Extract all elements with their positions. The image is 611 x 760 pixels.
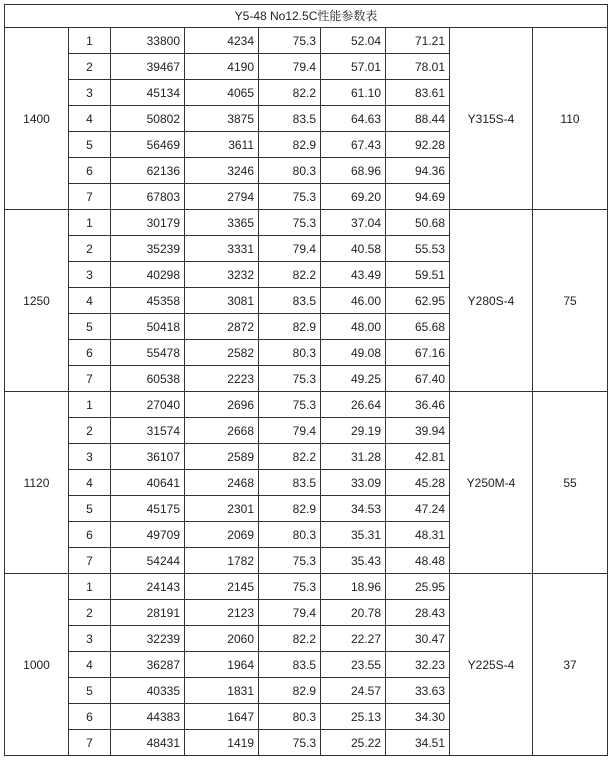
- speed-cell: 1000: [5, 574, 69, 756]
- point-number-cell: 7: [69, 730, 111, 756]
- flow-cell: 31574: [111, 418, 185, 444]
- flow-cell: 30179: [111, 210, 185, 236]
- table-row: [5, 392, 608, 418]
- required-power-cell: 94.36: [386, 158, 450, 184]
- shaft-power-cell: 25.13: [321, 704, 386, 730]
- motor-model-cell: Y225S-4: [450, 574, 533, 756]
- efficiency-cell: 82.2: [259, 80, 321, 106]
- efficiency-cell: 80.3: [259, 158, 321, 184]
- flow-cell: 35239: [111, 236, 185, 262]
- motor-model-cell: Y250M-4: [450, 392, 533, 574]
- efficiency-cell: 75.3: [259, 548, 321, 574]
- efficiency-cell: 80.3: [259, 522, 321, 548]
- flow-cell: 45358: [111, 288, 185, 314]
- efficiency-cell: 75.3: [259, 574, 321, 600]
- flow-cell: 60538: [111, 366, 185, 392]
- pressure-cell: 4065: [185, 80, 259, 106]
- required-power-cell: 28.43: [386, 600, 450, 626]
- pressure-cell: 3081: [185, 288, 259, 314]
- shaft-power-cell: 64.63: [321, 106, 386, 132]
- pressure-cell: 2668: [185, 418, 259, 444]
- point-number-cell: 4: [69, 470, 111, 496]
- shaft-power-cell: 69.20: [321, 184, 386, 210]
- pressure-cell: 2145: [185, 574, 259, 600]
- motor-power-cell: 110: [533, 28, 608, 210]
- efficiency-cell: 83.5: [259, 470, 321, 496]
- efficiency-cell: 82.2: [259, 626, 321, 652]
- point-number-cell: 5: [69, 314, 111, 340]
- pressure-cell: 2582: [185, 340, 259, 366]
- required-power-cell: 36.46: [386, 392, 450, 418]
- point-number-cell: 2: [69, 418, 111, 444]
- flow-cell: 40298: [111, 262, 185, 288]
- point-number-cell: 5: [69, 678, 111, 704]
- required-power-cell: 92.28: [386, 132, 450, 158]
- flow-cell: 54244: [111, 548, 185, 574]
- point-number-cell: 1: [69, 210, 111, 236]
- required-power-cell: 48.31: [386, 522, 450, 548]
- point-number-cell: 2: [69, 236, 111, 262]
- required-power-cell: 55.53: [386, 236, 450, 262]
- pressure-cell: 1782: [185, 548, 259, 574]
- point-number-cell: 6: [69, 522, 111, 548]
- shaft-power-cell: 35.31: [321, 522, 386, 548]
- flow-cell: 55478: [111, 340, 185, 366]
- table-title: Y5-48 No12.5C性能参数表: [5, 5, 608, 28]
- pressure-cell: 4190: [185, 54, 259, 80]
- required-power-cell: 59.51: [386, 262, 450, 288]
- pressure-cell: 3875: [185, 106, 259, 132]
- flow-cell: 27040: [111, 392, 185, 418]
- flow-cell: 32239: [111, 626, 185, 652]
- point-number-cell: 6: [69, 340, 111, 366]
- flow-cell: 56469: [111, 132, 185, 158]
- speed-cell: 1400: [5, 28, 69, 210]
- efficiency-cell: 82.9: [259, 314, 321, 340]
- efficiency-cell: 80.3: [259, 340, 321, 366]
- shaft-power-cell: 25.22: [321, 730, 386, 756]
- shaft-power-cell: 49.25: [321, 366, 386, 392]
- required-power-cell: 65.68: [386, 314, 450, 340]
- pressure-cell: 2060: [185, 626, 259, 652]
- efficiency-cell: 83.5: [259, 288, 321, 314]
- pressure-cell: 3365: [185, 210, 259, 236]
- point-number-cell: 6: [69, 704, 111, 730]
- pressure-cell: 2301: [185, 496, 259, 522]
- required-power-cell: 71.21: [386, 28, 450, 54]
- shaft-power-cell: 40.58: [321, 236, 386, 262]
- pressure-cell: 2589: [185, 444, 259, 470]
- required-power-cell: 48.48: [386, 548, 450, 574]
- flow-cell: 28191: [111, 600, 185, 626]
- point-number-cell: 4: [69, 106, 111, 132]
- motor-model-cell: Y280S-4: [450, 210, 533, 392]
- pressure-cell: 1647: [185, 704, 259, 730]
- required-power-cell: 33.63: [386, 678, 450, 704]
- efficiency-cell: 75.3: [259, 730, 321, 756]
- table-body: [5, 5, 608, 756]
- flow-cell: 67803: [111, 184, 185, 210]
- pressure-cell: 3232: [185, 262, 259, 288]
- required-power-cell: 42.81: [386, 444, 450, 470]
- point-number-cell: 3: [69, 80, 111, 106]
- point-number-cell: 1: [69, 392, 111, 418]
- point-number-cell: 3: [69, 626, 111, 652]
- flow-cell: 24143: [111, 574, 185, 600]
- pressure-cell: 2223: [185, 366, 259, 392]
- efficiency-cell: 83.5: [259, 106, 321, 132]
- performance-table: [4, 4, 608, 756]
- shaft-power-cell: 61.10: [321, 80, 386, 106]
- point-number-cell: 3: [69, 262, 111, 288]
- shaft-power-cell: 43.49: [321, 262, 386, 288]
- point-number-cell: 7: [69, 366, 111, 392]
- shaft-power-cell: 57.01: [321, 54, 386, 80]
- efficiency-cell: 79.4: [259, 600, 321, 626]
- flow-cell: 50802: [111, 106, 185, 132]
- flow-cell: 36107: [111, 444, 185, 470]
- flow-cell: 45134: [111, 80, 185, 106]
- speed-cell: 1120: [5, 392, 69, 574]
- shaft-power-cell: 29.19: [321, 418, 386, 444]
- required-power-cell: 34.51: [386, 730, 450, 756]
- shaft-power-cell: 26.64: [321, 392, 386, 418]
- efficiency-cell: 79.4: [259, 236, 321, 262]
- required-power-cell: 39.94: [386, 418, 450, 444]
- required-power-cell: 32.23: [386, 652, 450, 678]
- efficiency-cell: 82.9: [259, 132, 321, 158]
- table-row: [5, 210, 608, 236]
- table-row: [5, 574, 608, 600]
- pressure-cell: 3246: [185, 158, 259, 184]
- flow-cell: 33800: [111, 28, 185, 54]
- required-power-cell: 83.61: [386, 80, 450, 106]
- flow-cell: 39467: [111, 54, 185, 80]
- title-row: [5, 5, 608, 28]
- point-number-cell: 4: [69, 652, 111, 678]
- table-row: [5, 28, 608, 54]
- required-power-cell: 62.95: [386, 288, 450, 314]
- motor-power-cell: 37: [533, 574, 608, 756]
- pressure-cell: 3331: [185, 236, 259, 262]
- point-number-cell: 1: [69, 574, 111, 600]
- required-power-cell: 88.44: [386, 106, 450, 132]
- flow-cell: 40335: [111, 678, 185, 704]
- pressure-cell: 2872: [185, 314, 259, 340]
- speed-cell: 1250: [5, 210, 69, 392]
- efficiency-cell: 75.3: [259, 210, 321, 236]
- point-number-cell: 6: [69, 158, 111, 184]
- shaft-power-cell: 18.96: [321, 574, 386, 600]
- flow-cell: 48431: [111, 730, 185, 756]
- pressure-cell: 4234: [185, 28, 259, 54]
- motor-model-cell: Y315S-4: [450, 28, 533, 210]
- shaft-power-cell: 68.96: [321, 158, 386, 184]
- efficiency-cell: 75.3: [259, 184, 321, 210]
- shaft-power-cell: 37.04: [321, 210, 386, 236]
- shaft-power-cell: 46.00: [321, 288, 386, 314]
- required-power-cell: 45.28: [386, 470, 450, 496]
- required-power-cell: 50.68: [386, 210, 450, 236]
- flow-cell: 36287: [111, 652, 185, 678]
- required-power-cell: 34.30: [386, 704, 450, 730]
- flow-cell: 50418: [111, 314, 185, 340]
- flow-cell: 49709: [111, 522, 185, 548]
- pressure-cell: 1964: [185, 652, 259, 678]
- efficiency-cell: 82.9: [259, 496, 321, 522]
- motor-power-cell: 55: [533, 392, 608, 574]
- shaft-power-cell: 31.28: [321, 444, 386, 470]
- point-number-cell: 3: [69, 444, 111, 470]
- pressure-cell: 2123: [185, 600, 259, 626]
- shaft-power-cell: 24.57: [321, 678, 386, 704]
- shaft-power-cell: 48.00: [321, 314, 386, 340]
- required-power-cell: 25.95: [386, 574, 450, 600]
- point-number-cell: 5: [69, 132, 111, 158]
- point-number-cell: 7: [69, 548, 111, 574]
- shaft-power-cell: 34.53: [321, 496, 386, 522]
- efficiency-cell: 75.3: [259, 28, 321, 54]
- efficiency-cell: 80.3: [259, 704, 321, 730]
- efficiency-cell: 82.2: [259, 444, 321, 470]
- required-power-cell: 94.69: [386, 184, 450, 210]
- pressure-cell: 2069: [185, 522, 259, 548]
- pressure-cell: 2794: [185, 184, 259, 210]
- point-number-cell: 7: [69, 184, 111, 210]
- required-power-cell: 30.47: [386, 626, 450, 652]
- required-power-cell: 67.16: [386, 340, 450, 366]
- shaft-power-cell: 23.55: [321, 652, 386, 678]
- pressure-cell: 2468: [185, 470, 259, 496]
- shaft-power-cell: 33.09: [321, 470, 386, 496]
- point-number-cell: 1: [69, 28, 111, 54]
- efficiency-cell: 79.4: [259, 418, 321, 444]
- efficiency-cell: 79.4: [259, 54, 321, 80]
- point-number-cell: 4: [69, 288, 111, 314]
- pressure-cell: 1419: [185, 730, 259, 756]
- shaft-power-cell: 20.78: [321, 600, 386, 626]
- point-number-cell: 2: [69, 54, 111, 80]
- point-number-cell: 5: [69, 496, 111, 522]
- shaft-power-cell: 35.43: [321, 548, 386, 574]
- flow-cell: 44383: [111, 704, 185, 730]
- efficiency-cell: 83.5: [259, 652, 321, 678]
- motor-power-cell: 75: [533, 210, 608, 392]
- required-power-cell: 78.01: [386, 54, 450, 80]
- shaft-power-cell: 49.08: [321, 340, 386, 366]
- flow-cell: 40641: [111, 470, 185, 496]
- flow-cell: 45175: [111, 496, 185, 522]
- efficiency-cell: 82.9: [259, 678, 321, 704]
- flow-cell: 62136: [111, 158, 185, 184]
- shaft-power-cell: 52.04: [321, 28, 386, 54]
- shaft-power-cell: 22.27: [321, 626, 386, 652]
- efficiency-cell: 75.3: [259, 392, 321, 418]
- required-power-cell: 47.24: [386, 496, 450, 522]
- efficiency-cell: 75.3: [259, 366, 321, 392]
- pressure-cell: 1831: [185, 678, 259, 704]
- pressure-cell: 3611: [185, 132, 259, 158]
- efficiency-cell: 82.2: [259, 262, 321, 288]
- pressure-cell: 2696: [185, 392, 259, 418]
- required-power-cell: 67.40: [386, 366, 450, 392]
- shaft-power-cell: 67.43: [321, 132, 386, 158]
- point-number-cell: 2: [69, 600, 111, 626]
